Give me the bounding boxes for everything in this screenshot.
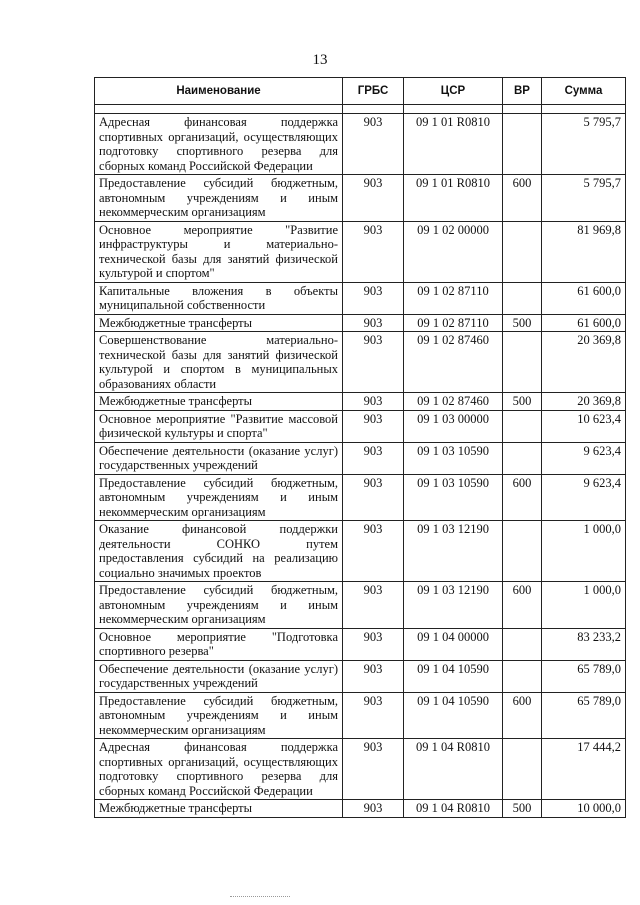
table-row bbox=[95, 692, 626, 739]
row-vr-cell: 600 bbox=[503, 175, 542, 222]
row-csr-cell: 09 1 04 R0810 bbox=[404, 739, 503, 800]
row-csr-cell: 09 1 03 12190 bbox=[404, 521, 503, 582]
table-row bbox=[95, 521, 626, 582]
header-name: Наименование bbox=[95, 78, 343, 105]
row-name-cell: Обеспечение деятельности (оказание услуг) государственных учреждений bbox=[95, 442, 343, 474]
row-vr-cell bbox=[503, 114, 542, 175]
row-sum-cell: 9 623,4 bbox=[542, 474, 626, 521]
table-row bbox=[95, 282, 626, 314]
row-sum-cell: 65 789,0 bbox=[542, 660, 626, 692]
row-name-cell: Межбюджетные трансферты bbox=[95, 314, 343, 332]
row-csr-cell: 09 1 01 R0810 bbox=[404, 114, 503, 175]
row-sum-cell: 10 000,0 bbox=[542, 800, 626, 818]
row-grbs-cell: 903 bbox=[343, 628, 404, 660]
row-sum-cell: 1 000,0 bbox=[542, 521, 626, 582]
row-csr-cell: 09 1 02 00000 bbox=[404, 221, 503, 282]
row-name-cell: Межбюджетные трансферты bbox=[95, 393, 343, 411]
budget-table bbox=[94, 77, 626, 818]
row-csr-cell: 09 1 02 87110 bbox=[404, 282, 503, 314]
table-row bbox=[95, 474, 626, 521]
row-grbs-cell: 903 bbox=[343, 221, 404, 282]
header-grbs: ГРБС bbox=[343, 78, 404, 105]
page-bottom-mark bbox=[230, 896, 290, 897]
row-grbs-cell: 903 bbox=[343, 442, 404, 474]
row-name-cell: Основное мероприятие "Подготовка спортивного резерва" bbox=[95, 628, 343, 660]
header-vr: ВР bbox=[503, 78, 542, 105]
row-csr-cell: 09 1 03 12190 bbox=[404, 582, 503, 629]
row-name-cell: Межбюджетные трансферты bbox=[95, 800, 343, 818]
table-row bbox=[95, 660, 626, 692]
row-csr-cell: 09 1 02 87460 bbox=[404, 332, 503, 393]
row-name-cell: Капитальные вложения в объекты муниципальной собственности bbox=[95, 282, 343, 314]
row-sum-cell: 20 369,8 bbox=[542, 393, 626, 411]
row-vr-cell bbox=[503, 521, 542, 582]
row-name-cell: Основное мероприятие "Развитие инфраструктуры и материально-технической базы для занятий физической культурой и спортом" bbox=[95, 221, 343, 282]
table-row bbox=[95, 114, 626, 175]
row-sum-cell: 1 000,0 bbox=[542, 582, 626, 629]
row-name-cell: Обеспечение деятельности (оказание услуг) государственных учреждений bbox=[95, 660, 343, 692]
row-csr-cell: 09 1 01 R0810 bbox=[404, 175, 503, 222]
row-name-cell: Основное мероприятие "Развитие массовой физической культуры и спорта" bbox=[95, 410, 343, 442]
row-name-cell: Предоставление субсидий бюджетным, автономным учреждениям и иным некоммерческим организациям bbox=[95, 474, 343, 521]
row-sum-cell: 81 969,8 bbox=[542, 221, 626, 282]
row-grbs-cell: 903 bbox=[343, 474, 404, 521]
row-vr-cell bbox=[503, 282, 542, 314]
row-vr-cell bbox=[503, 739, 542, 800]
header-spacer-row bbox=[95, 105, 626, 114]
row-vr-cell: 500 bbox=[503, 393, 542, 411]
row-vr-cell bbox=[503, 628, 542, 660]
row-sum-cell: 61 600,0 bbox=[542, 282, 626, 314]
table-row bbox=[95, 410, 626, 442]
row-grbs-cell: 903 bbox=[343, 582, 404, 629]
row-vr-cell bbox=[503, 410, 542, 442]
row-grbs-cell: 903 bbox=[343, 314, 404, 332]
header-sum: Сумма bbox=[542, 78, 626, 105]
row-vr-cell: 600 bbox=[503, 692, 542, 739]
row-vr-cell: 600 bbox=[503, 474, 542, 521]
row-grbs-cell: 903 bbox=[343, 410, 404, 442]
page-number: 13 bbox=[312, 52, 328, 68]
row-csr-cell: 09 1 04 R0810 bbox=[404, 800, 503, 818]
row-name-cell: Предоставление субсидий бюджетным, автономным учреждениям и иным некоммерческим организациям bbox=[95, 582, 343, 629]
table-body bbox=[95, 114, 626, 818]
row-vr-cell bbox=[503, 442, 542, 474]
row-grbs-cell: 903 bbox=[343, 800, 404, 818]
table-row bbox=[95, 739, 626, 800]
row-csr-cell: 09 1 03 00000 bbox=[404, 410, 503, 442]
table-row bbox=[95, 393, 626, 411]
row-sum-cell: 61 600,0 bbox=[542, 314, 626, 332]
row-csr-cell: 09 1 03 10590 bbox=[404, 442, 503, 474]
row-csr-cell: 09 1 02 87460 bbox=[404, 393, 503, 411]
row-vr-cell bbox=[503, 660, 542, 692]
row-grbs-cell: 903 bbox=[343, 521, 404, 582]
row-sum-cell: 83 233,2 bbox=[542, 628, 626, 660]
row-sum-cell: 10 623,4 bbox=[542, 410, 626, 442]
row-vr-cell bbox=[503, 221, 542, 282]
row-name-cell: Адресная финансовая поддержка спортивных организаций, осуществляющих подготовку спортивного резерва для сборных команд Российской Федерации bbox=[95, 739, 343, 800]
table-row bbox=[95, 800, 626, 818]
row-csr-cell: 09 1 04 10590 bbox=[404, 660, 503, 692]
row-name-cell: Совершенствование материально-технической базы для занятий физической культурой и спортом в муниципальных образованиях области bbox=[95, 332, 343, 393]
row-sum-cell: 20 369,8 bbox=[542, 332, 626, 393]
row-vr-cell: 500 bbox=[503, 800, 542, 818]
row-grbs-cell: 903 bbox=[343, 739, 404, 800]
table-row bbox=[95, 221, 626, 282]
row-sum-cell: 5 795,7 bbox=[542, 175, 626, 222]
row-grbs-cell: 903 bbox=[343, 282, 404, 314]
header-csr: ЦСР bbox=[404, 78, 503, 105]
row-sum-cell: 65 789,0 bbox=[542, 692, 626, 739]
row-vr-cell bbox=[503, 332, 542, 393]
table-row bbox=[95, 628, 626, 660]
row-grbs-cell: 903 bbox=[343, 692, 404, 739]
row-sum-cell: 9 623,4 bbox=[542, 442, 626, 474]
table-row bbox=[95, 582, 626, 629]
row-grbs-cell: 903 bbox=[343, 175, 404, 222]
row-name-cell: Предоставление субсидий бюджетным, автономным учреждениям и иным некоммерческим организациям bbox=[95, 175, 343, 222]
row-grbs-cell: 903 bbox=[343, 660, 404, 692]
row-vr-cell: 600 bbox=[503, 582, 542, 629]
row-csr-cell: 09 1 02 87110 bbox=[404, 314, 503, 332]
row-name-cell: Оказание финансовой поддержки деятельности СОНКО путем предоставления субсидий на реализацию социально значимых проектов bbox=[95, 521, 343, 582]
row-grbs-cell: 903 bbox=[343, 332, 404, 393]
row-csr-cell: 09 1 03 10590 bbox=[404, 474, 503, 521]
row-vr-cell: 500 bbox=[503, 314, 542, 332]
row-grbs-cell: 903 bbox=[343, 114, 404, 175]
table-row bbox=[95, 175, 626, 222]
row-name-cell: Адресная финансовая поддержка спортивных организаций, осуществляющих подготовку спортивного резерва для сборных команд Российской Федерации bbox=[95, 114, 343, 175]
row-sum-cell: 5 795,7 bbox=[542, 114, 626, 175]
table-row bbox=[95, 442, 626, 474]
row-sum-cell: 17 444,2 bbox=[542, 739, 626, 800]
row-csr-cell: 09 1 04 00000 bbox=[404, 628, 503, 660]
table-row bbox=[95, 314, 626, 332]
table-header-row bbox=[95, 78, 626, 105]
row-grbs-cell: 903 bbox=[343, 393, 404, 411]
table-row bbox=[95, 332, 626, 393]
row-csr-cell: 09 1 04 10590 bbox=[404, 692, 503, 739]
row-name-cell: Предоставление субсидий бюджетным, автономным учреждениям и иным некоммерческим организациям bbox=[95, 692, 343, 739]
